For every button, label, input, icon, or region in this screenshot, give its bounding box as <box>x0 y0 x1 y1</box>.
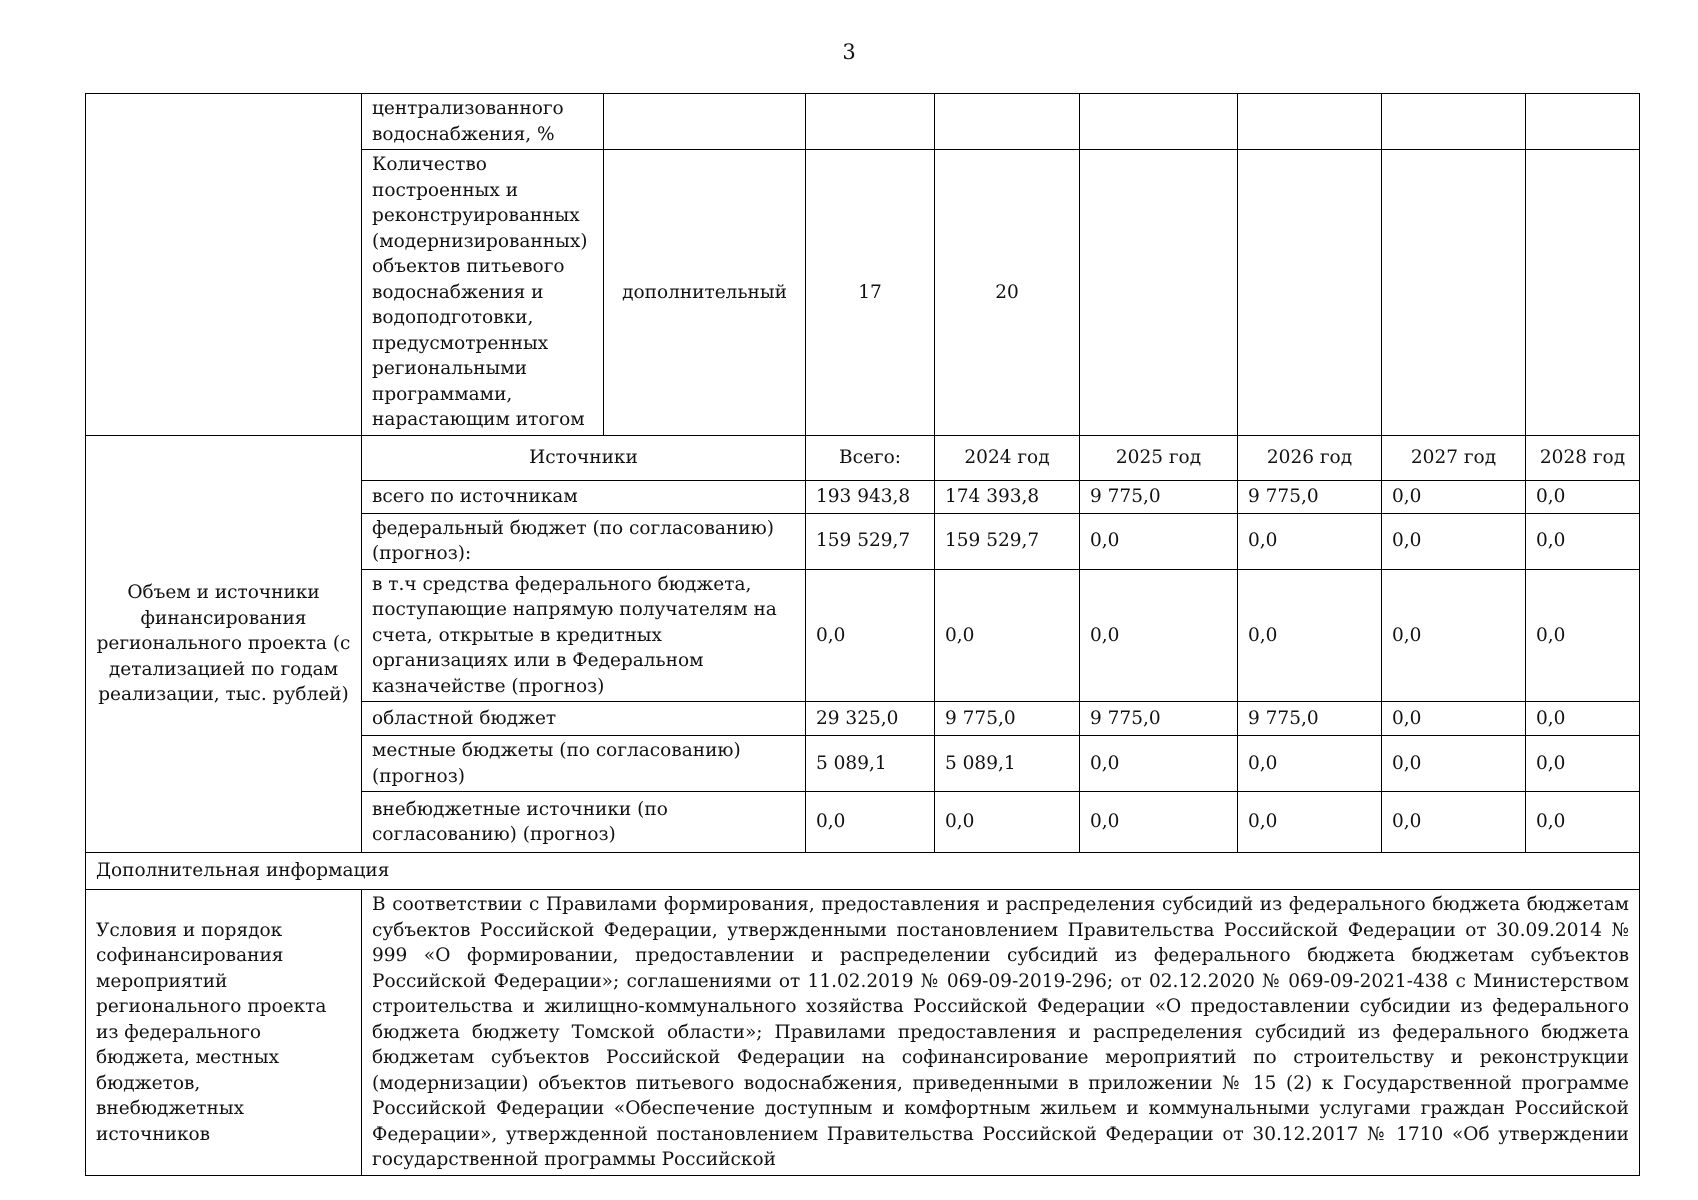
financing-header-2028: 2028 год <box>1526 435 1640 480</box>
financing-value: 0,0 <box>1526 792 1640 853</box>
financing-header-2027: 2027 год <box>1382 435 1526 480</box>
financing-value: 0,0 <box>1080 792 1238 853</box>
indicator-value-2024: 20 <box>935 150 1080 436</box>
indicator-name: Количество построенных и реконструированных (модернизированных) объектов питьевого водоснабжения и водоподготовки, предусмотренных региональными программами, нарастающим итогом <box>362 150 604 436</box>
financing-value: 0,0 <box>1238 513 1382 569</box>
financing-value: 0,0 <box>1526 513 1640 569</box>
financing-header-2025: 2025 год <box>1080 435 1238 480</box>
financing-value: 9 775,0 <box>935 702 1080 736</box>
financing-value: 9 775,0 <box>1080 702 1238 736</box>
financing-value: 0,0 <box>1080 513 1238 569</box>
financing-value: 5 089,1 <box>935 736 1080 792</box>
indicator-type <box>604 94 806 150</box>
financing-value: 0,0 <box>1382 513 1526 569</box>
financing-value: 0,0 <box>1080 569 1238 702</box>
financing-header-2026: 2026 год <box>1238 435 1382 480</box>
indicator-name: централизованного водоснабжения, % <box>362 94 604 150</box>
financing-source: федеральный бюджет (по согласованию) (прогноз): <box>362 513 806 569</box>
financing-value: 159 529,7 <box>935 513 1080 569</box>
financing-value: 9 775,0 <box>1238 702 1382 736</box>
financing-value: 29 325,0 <box>806 702 935 736</box>
page-number: 3 <box>842 40 856 64</box>
financing-value: 174 393,8 <box>935 480 1080 513</box>
additional-row <box>86 890 1640 1176</box>
indicator-row <box>86 94 1640 150</box>
financing-value: 0,0 <box>806 792 935 853</box>
financing-value: 0,0 <box>1382 736 1526 792</box>
financing-source: всего по источникам <box>362 480 806 513</box>
financing-header-sources: Источники <box>362 435 806 480</box>
cofinancing-text: В соответствии с Правилами формирования, предоставления и распределения субсидий из федерального бюджета бюджетам субъектов Российской Федерации, утвержденными постановлением Правительства Российской Федерации от 30.09.2014 № 999 «О формировании, предоставлении и распределении субсидий из федерального бюджета бюджетам субъектов Российской Федерации»; соглашениями от 11.02.2019 № 069-09-2019-296; от 02.12.2020 № 069-09-2021-438 с Министерством строительства и жилищно-коммунального хозяйства Российской Федерации «О предоставлении субсидии из федерального бюджета бюджету Томской области»; Правилами предоставления и распределения субсидий из федерального бюджета бюджетам субъектов Российской Федерации на софинансирование мероприятий по строительству и реконструкции (модернизации) объектов питьевого водоснабжения, приведенными в приложении № 15 (2) к Государственной программе Российской Федерации «Обеспечение доступным и комфортным жильем и коммунальными услугами граждан Российской Федерации», утвержденной постановлением Правительства Российской Федерации от 30.12.2017 № 1710 «Об утверждении государственной программы Российской <box>362 890 1640 1176</box>
financing-value: 159 529,7 <box>806 513 935 569</box>
financing-value: 0,0 <box>1382 702 1526 736</box>
financing-source: областной бюджет <box>362 702 806 736</box>
financing-value: 9 775,0 <box>1238 480 1382 513</box>
financing-value: 0,0 <box>1526 702 1640 736</box>
additional-info-header: Дополнительная информация <box>86 853 1640 890</box>
financing-source: внебюджетные источники (по согласованию) (прогноз) <box>362 792 806 853</box>
financing-value: 0,0 <box>806 569 935 702</box>
indicator-base-value: 17 <box>806 150 935 436</box>
financing-value: 193 943,8 <box>806 480 935 513</box>
indicator-section-label <box>86 94 362 436</box>
passport-table <box>85 93 1640 1176</box>
financing-value: 0,0 <box>1382 569 1526 702</box>
financing-value: 0,0 <box>935 792 1080 853</box>
cofinancing-label: Условия и порядок софинансирования мероприятий регионального проекта из федерального бюджета, местных бюджетов, внебюджетных источников <box>86 890 362 1176</box>
financing-source: местные бюджеты (по согласованию) (прогноз) <box>362 736 806 792</box>
financing-value: 0,0 <box>1526 569 1640 702</box>
financing-header-total: Всего: <box>806 435 935 480</box>
financing-source: в т.ч средства федерального бюджета, поступающие напрямую получателям на счета, открытые в кредитных организациях или в Федеральном казначействе (прогноз) <box>362 569 806 702</box>
indicator-type: дополнительный <box>604 150 806 436</box>
financing-value: 0,0 <box>1238 569 1382 702</box>
financing-value: 0,0 <box>1526 480 1640 513</box>
financing-value: 0,0 <box>1238 736 1382 792</box>
financing-value: 0,0 <box>1526 736 1640 792</box>
financing-value: 0,0 <box>1238 792 1382 853</box>
financing-value: 0,0 <box>1382 792 1526 853</box>
financing-section-label: Объем и источники финансирования регионального проекта (с детализацией по годам реализации, тыс. рублей) <box>86 435 362 853</box>
financing-value: 0,0 <box>935 569 1080 702</box>
additional-header-row <box>86 853 1640 890</box>
financing-value: 0,0 <box>1080 736 1238 792</box>
financing-value: 5 089,1 <box>806 736 935 792</box>
financing-header-2024: 2024 год <box>935 435 1080 480</box>
financing-value: 0,0 <box>1382 480 1526 513</box>
financing-value: 9 775,0 <box>1080 480 1238 513</box>
financing-header-row <box>86 435 1640 480</box>
